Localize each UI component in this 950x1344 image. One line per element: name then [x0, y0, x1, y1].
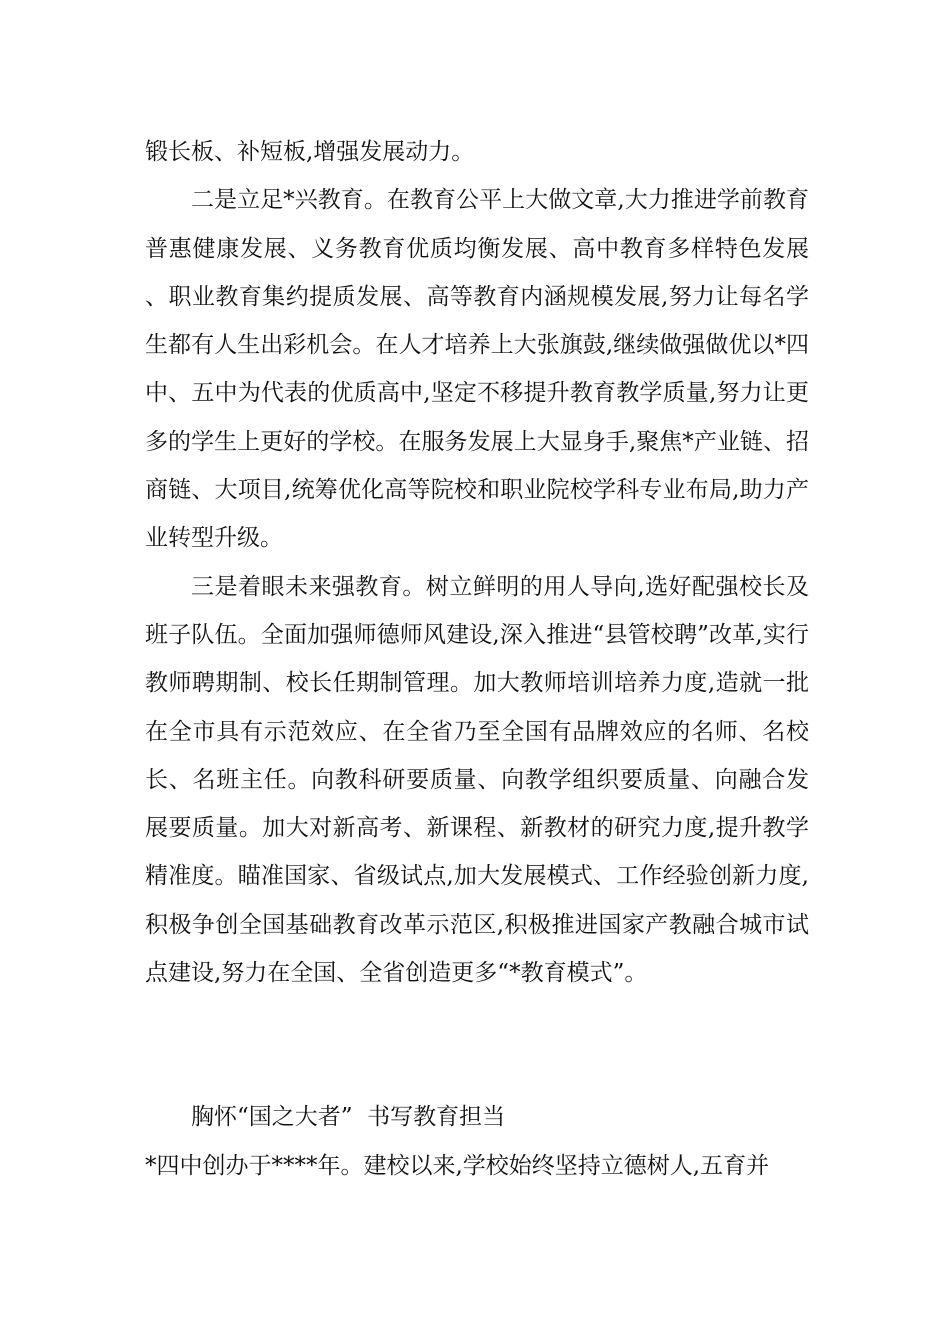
section-heading: 胸怀“国之大者” 书写教育担当 — [191, 1104, 506, 1131]
document-body — [145, 128, 809, 1190]
paragraph-2: 二是立足*兴教育。在教育公平上大做文章,大力推进学前教育普惠健康发展、义务教育优质均衡发展、高中教育多样特色发展、职业教育集约提质发展、高等教育内涵规模发展,努力让每名学生都有人生出彩机会。在人才培养上大张旗鼓,继续做强做优以*四中、五中为代表的优质高中,坚定不移提升教育教学质量,努力让更多的学生上更好的学校。在服务发展上大显身手,聚焦*产业链、招商链、大项目,统筹优化高等院校和职业院校学科专业布局,助力产业转型升级。 — [145, 187, 809, 552]
paragraph-3: 三是着眼未来强教育。树立鲜明的用人导向,选好配强校长及班子队伍。全面加强师德师风建设,深入推进“县管校聘”改革,实行教师聘期制、校长任期制管理。加大教师培训培养力度,造就一批在全市具有示范效应、在全省乃至全国有品牌效应的名师、名校长、名班主任。向教科研要质量、向教学组织要质量、向融合发展要质量。加大对新高考、新课程、新教材的研究力度,提升教学精准度。瞄准国家、省级试点,加大发展模式、工作经验创新力度,积极争创全国基础教育改革示范区,积极推进国家产教融合城市试点建设,努力在全国、全省创造更多“*教育模式”。 — [145, 573, 809, 987]
paragraph-4-start: *四中创办于****年。建校以来,学校始终坚持立德树人,五育并 — [145, 1152, 770, 1179]
paragraph-1: 锻长板、补短板,增强发展动力。 — [145, 139, 475, 165]
section-gap — [145, 997, 809, 1093]
